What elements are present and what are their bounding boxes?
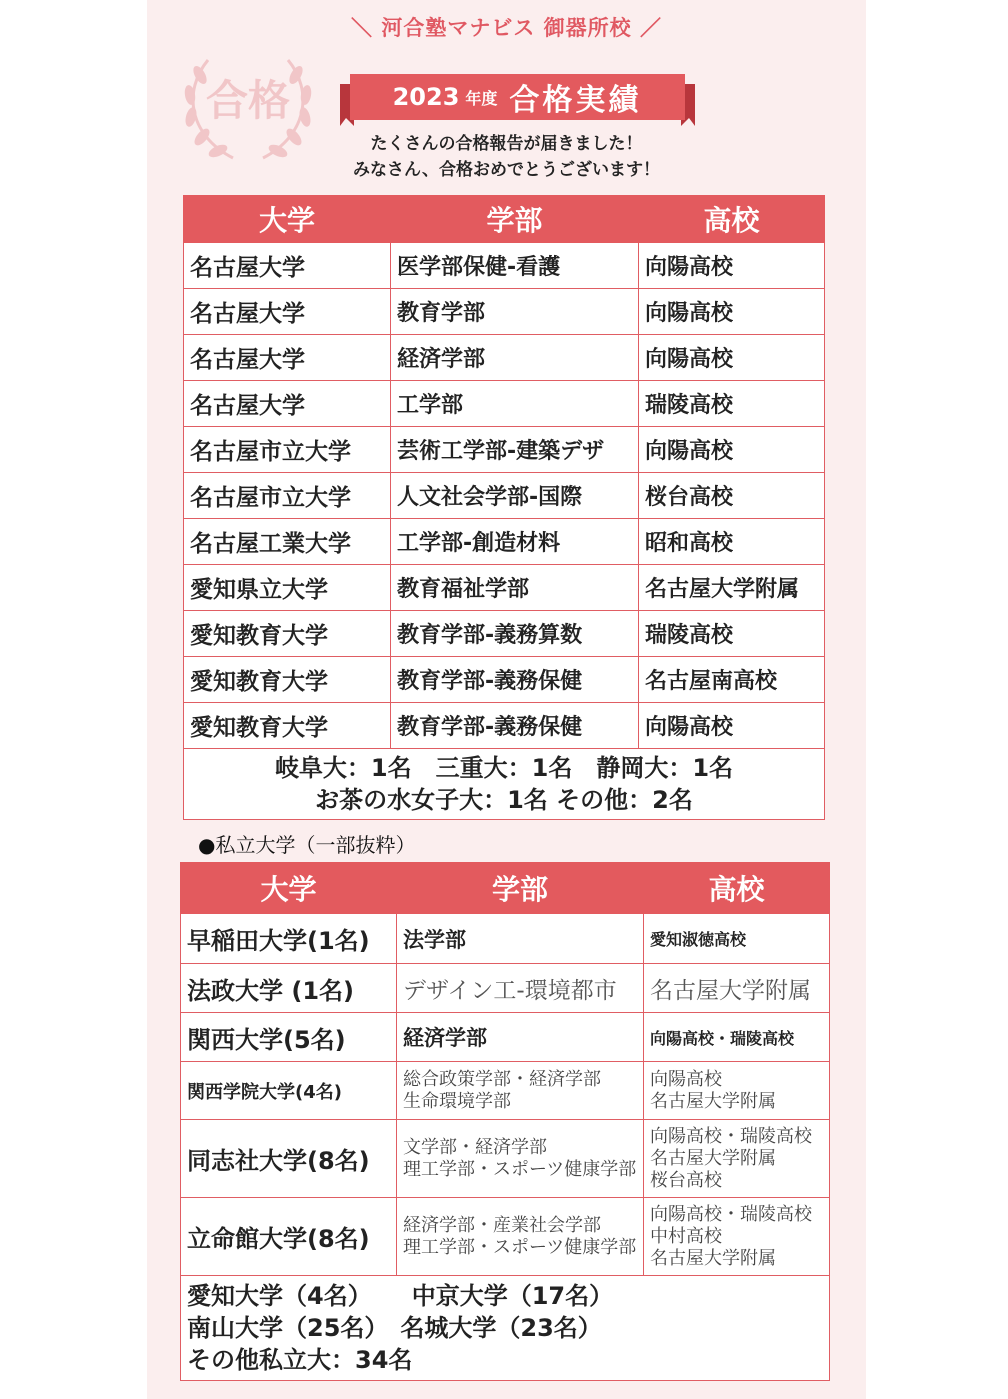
intro-message: [147, 131, 866, 183]
univ-cell: 名古屋市立大学: [184, 427, 391, 473]
univ-cell: 愛知教育大学: [184, 611, 391, 657]
header-univ: 大学: [181, 863, 397, 914]
hs-cell: 愛知淑徳高校: [644, 914, 830, 964]
hs-cell: [644, 1198, 830, 1276]
faculty-line: 生命環境学部: [403, 1090, 511, 1112]
table-row: [184, 243, 825, 289]
table-row: [184, 473, 825, 519]
univ-cell: 名古屋工業大学: [184, 519, 391, 565]
hs-cell: 向陽高校: [639, 335, 825, 381]
faculty-cell: 法学部: [397, 914, 644, 964]
hs-line: 桜台高校: [650, 1169, 722, 1191]
header-univ: 大学: [184, 196, 391, 243]
univ-cell: 愛知教育大学: [184, 657, 391, 703]
univ-cell: 愛知教育大学: [184, 703, 391, 749]
summary-aichi: 愛知大学（4名）: [187, 1282, 372, 1310]
summary-chukyo: 中京大学（17名）: [411, 1282, 614, 1310]
univ-cell: 関西学院大学(4名): [181, 1062, 397, 1120]
banner-nendo: 年度: [465, 88, 498, 108]
hs-cell: 向陽高校: [639, 289, 825, 335]
national-results-table: [183, 195, 825, 820]
private-results-table: [180, 862, 830, 1381]
hs-cell: 向陽高校: [639, 243, 825, 289]
table-row-summary: [181, 1276, 830, 1381]
faculty-cell: 人文社会学部-国際: [391, 473, 639, 519]
hs-line: 向陽高校・瑞陵高校: [650, 1125, 812, 1147]
table-row: [184, 289, 825, 335]
table-row: [184, 657, 825, 703]
national-summary-line-2: お茶の水女子大：1名 その他：2名: [315, 786, 693, 814]
summary-nanzan: 南山大学（25名）: [187, 1314, 389, 1342]
faculty-cell: 芸術工学部-建築デザ: [391, 427, 639, 473]
hs-line: 名古屋大学附属: [650, 1090, 776, 1112]
header-faculty: 学部: [391, 196, 639, 243]
private-summary-cell: [181, 1276, 830, 1381]
univ-cell: 関西大学(5名): [181, 1013, 397, 1062]
univ-cell: 早稲田大学(1名): [181, 914, 397, 964]
table-row: [184, 335, 825, 381]
faculty-cell: 教育学部-義務算数: [391, 611, 639, 657]
hs-line: 名古屋大学附属: [650, 1147, 776, 1169]
private-summary-line-1: [187, 1280, 823, 1312]
univ-cell: 立命館大学(8名): [181, 1198, 397, 1276]
hs-line: 名古屋大学附属: [650, 1247, 776, 1269]
table-row-summary: [184, 749, 825, 820]
faculty-cell: 工学部: [391, 381, 639, 427]
hs-cell: [644, 1062, 830, 1120]
hs-cell: 向陽高校・瑞陵高校: [644, 1013, 830, 1062]
univ-cell: 名古屋大学: [184, 335, 391, 381]
table-row: [181, 1198, 830, 1276]
hs-line: 中村高校: [650, 1225, 722, 1247]
summary-other-private: その他私立大：34名: [187, 1346, 413, 1374]
faculty-cell: 経済学部: [397, 1013, 644, 1062]
univ-cell: 名古屋大学: [184, 381, 391, 427]
hs-cell: 向陽高校: [639, 703, 825, 749]
table-row: [181, 1120, 830, 1198]
faculty-cell: [397, 1120, 644, 1198]
table-row: [181, 914, 830, 964]
faculty-cell: [397, 1198, 644, 1276]
header-hs: 高校: [644, 863, 830, 914]
hs-cell: [644, 1120, 830, 1198]
banner-year: 2023: [392, 83, 460, 111]
table-row: [181, 1013, 830, 1062]
univ-cell: 愛知県立大学: [184, 565, 391, 611]
faculty-line: 理工学部・スポーツ健康学部: [403, 1236, 637, 1258]
national-summary-cell: [184, 749, 825, 820]
faculty-line: 文学部・経済学部: [403, 1136, 547, 1158]
header-hs: 高校: [639, 196, 825, 243]
hs-cell: 瑞陵高校: [639, 611, 825, 657]
table-row: [184, 427, 825, 473]
univ-cell: 法政大学 (1名): [181, 964, 397, 1013]
faculty-cell: デザイン工-環境都市: [397, 964, 644, 1013]
hs-cell: 桜台高校: [639, 473, 825, 519]
faculty-line: 経済学部・産業社会学部: [403, 1214, 601, 1236]
private-section-heading: ●私立大学（一部抜粋）: [198, 833, 416, 857]
banner-title: 合格実績: [509, 83, 642, 118]
faculty-cell: 工学部-創造材料: [391, 519, 639, 565]
table-row: [181, 1062, 830, 1120]
table-row: [184, 519, 825, 565]
intro-line-1: たくさんの合格報告が届きました！: [370, 134, 643, 154]
table-row: [184, 381, 825, 427]
school-name: ＼ 河合塾マナビス 御器所校 ／: [351, 16, 662, 40]
hs-cell: 名古屋大学附属: [644, 964, 830, 1013]
hs-line: 向陽高校: [650, 1068, 722, 1090]
faculty-cell: 教育学部-義務保健: [391, 703, 639, 749]
faculty-line: 理工学部・スポーツ健康学部: [403, 1158, 637, 1180]
univ-cell: 同志社大学(8名): [181, 1120, 397, 1198]
hs-cell: 名古屋大学附属: [639, 565, 825, 611]
faculty-cell: 経済学部: [391, 335, 639, 381]
faculty-cell: 教育学部-義務保健: [391, 657, 639, 703]
faculty-cell: 教育福祉学部: [391, 565, 639, 611]
univ-cell: 名古屋大学: [184, 243, 391, 289]
table-row: [181, 964, 830, 1013]
table-header-row: [181, 863, 830, 914]
faculty-cell: [397, 1062, 644, 1120]
faculty-line: 総合政策学部・経済学部: [403, 1068, 601, 1090]
hs-cell: 瑞陵高校: [639, 381, 825, 427]
table-row: [184, 703, 825, 749]
national-summary-line-1: 岐阜大：1名 三重大：1名 静岡大：1名: [274, 754, 734, 782]
univ-cell: 名古屋市立大学: [184, 473, 391, 519]
univ-cell: 名古屋大学: [184, 289, 391, 335]
private-summary-line-2: [187, 1312, 823, 1344]
faculty-cell: 教育学部: [391, 289, 639, 335]
summary-meijo: 名城大学（23名）: [400, 1314, 602, 1342]
hs-cell: 昭和高校: [639, 519, 825, 565]
intro-line-2: みなさん、合格おめでとうございます！: [352, 160, 661, 180]
header-faculty: 学部: [397, 863, 644, 914]
faculty-cell: 医学部保健-看護: [391, 243, 639, 289]
table-row: [184, 611, 825, 657]
table-header-row: [184, 196, 825, 243]
hs-cell: 名古屋南高校: [639, 657, 825, 703]
title-banner: [352, 74, 682, 120]
table-row: [184, 565, 825, 611]
hs-cell: 向陽高校: [639, 427, 825, 473]
hs-line: 向陽高校・瑞陵高校: [650, 1203, 812, 1225]
seal-text: 合格: [205, 76, 291, 125]
